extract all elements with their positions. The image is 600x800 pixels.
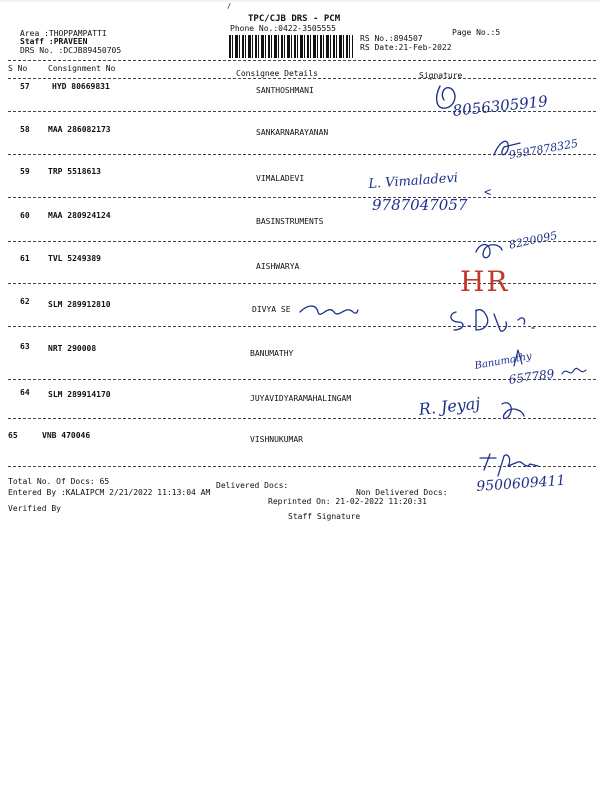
signature-scribble: [560, 364, 588, 380]
row-sno: 61: [20, 254, 30, 263]
verified-by: Verified By: [8, 504, 61, 513]
rs-number: RS No.:894507: [360, 34, 423, 43]
barcode: [229, 35, 353, 58]
handwritten-name: L. Vimaladevi: [367, 170, 459, 192]
scan-edge: [0, 0, 600, 2]
handwritten-phone: 8056305919: [451, 92, 549, 120]
handwritten-initials: HR: [460, 265, 510, 298]
staff-label: Staff :PRAVEEN: [20, 37, 88, 46]
handwritten-name: Banumathy: [473, 350, 533, 372]
row-sno: 57: [20, 82, 30, 91]
row-consignment: SLM 289912810: [48, 300, 111, 309]
row-consignment: VNB 470046: [42, 431, 91, 440]
rs-date: RS Date:21-Feb-2022: [360, 43, 452, 52]
row-consignee: SANTHOSHMANI: [256, 86, 314, 95]
row-consignment: HYD 80669831: [52, 82, 110, 91]
handwritten-phone: 8220095: [507, 228, 559, 252]
row-consignee: DIVYA SE: [252, 305, 291, 314]
row-consignment: TRP 5518613: [48, 167, 101, 176]
delivered-docs: Delivered Docs:: [216, 481, 289, 490]
top-mark: /: [227, 2, 232, 10]
signature-scribble: [498, 398, 528, 428]
row-sno: 59: [20, 167, 30, 176]
divider: [8, 78, 596, 79]
divider: [8, 60, 596, 61]
row-consignment: NRT 290008: [48, 344, 97, 353]
row-consignee: VIMALADEVI: [256, 174, 305, 183]
row-consignment: SLM 289914170: [48, 390, 111, 399]
page-number: Page No.:5: [452, 28, 501, 37]
row-consignment: TVL 5249389: [48, 254, 101, 263]
col-consignee: Consignee Details: [236, 69, 318, 78]
handwritten-phone: 9787047057: [372, 196, 468, 214]
row-consignee: BANUMATHY: [250, 349, 294, 358]
col-sno: S No: [8, 64, 28, 73]
row-sno: 60: [20, 211, 30, 220]
phone-number: Phone No.:0422-3505555: [230, 24, 336, 33]
row-consignment: MAA 280924124: [48, 211, 111, 220]
non-delivered-docs: Non Delivered Docs:: [356, 488, 448, 497]
row-consignee: VISHNUKUMAR: [250, 435, 303, 444]
row-sno: 58: [20, 125, 30, 134]
col-signature: Signature: [419, 71, 463, 80]
row-sno: 64: [20, 388, 30, 397]
total-docs: Total No. Of Docs: 65: [8, 477, 110, 486]
reprinted-on: Reprinted On: 21-02-2022 11:20:31: [268, 497, 427, 506]
signature-scribble: [510, 346, 530, 370]
handwritten-phone: 657789: [507, 366, 556, 387]
row-consignee: JUYAVIDYARAMAHALINGAM: [250, 394, 352, 403]
handwritten-mark: <: [484, 185, 492, 199]
drs-number: DRS No. :DCJB89450705: [20, 46, 122, 55]
row-consignee: SANKARNARAYANAN: [256, 128, 329, 137]
document-title: TPC/CJB DRS - PCM: [248, 14, 341, 24]
row-sno: 62: [20, 297, 30, 306]
row-consignment: MAA 286082173: [48, 125, 111, 134]
divider: [8, 197, 596, 198]
signature-scribble: [446, 306, 542, 336]
handwritten-phone: 9500609411: [475, 472, 566, 495]
entered-by: Entered By :KALAIPCM 2/21/2022 11:13:04 AM: [8, 488, 211, 497]
row-sno: 63: [20, 342, 30, 351]
staff-signature-label: Staff Signature: [288, 512, 361, 521]
row-consignee: AISHWARYA: [256, 262, 300, 271]
col-consignment: Consignment No: [48, 64, 116, 73]
row-consignee: BASINSTRUMENTS: [256, 217, 324, 226]
row-sno: 65: [8, 431, 18, 440]
area-label: Area :THOPPAMPATTI: [20, 29, 107, 38]
handwritten-name: R. Jeyaj: [417, 393, 482, 419]
signature-scribble: [298, 300, 360, 324]
handwritten-phone: 9597878325: [507, 136, 580, 162]
